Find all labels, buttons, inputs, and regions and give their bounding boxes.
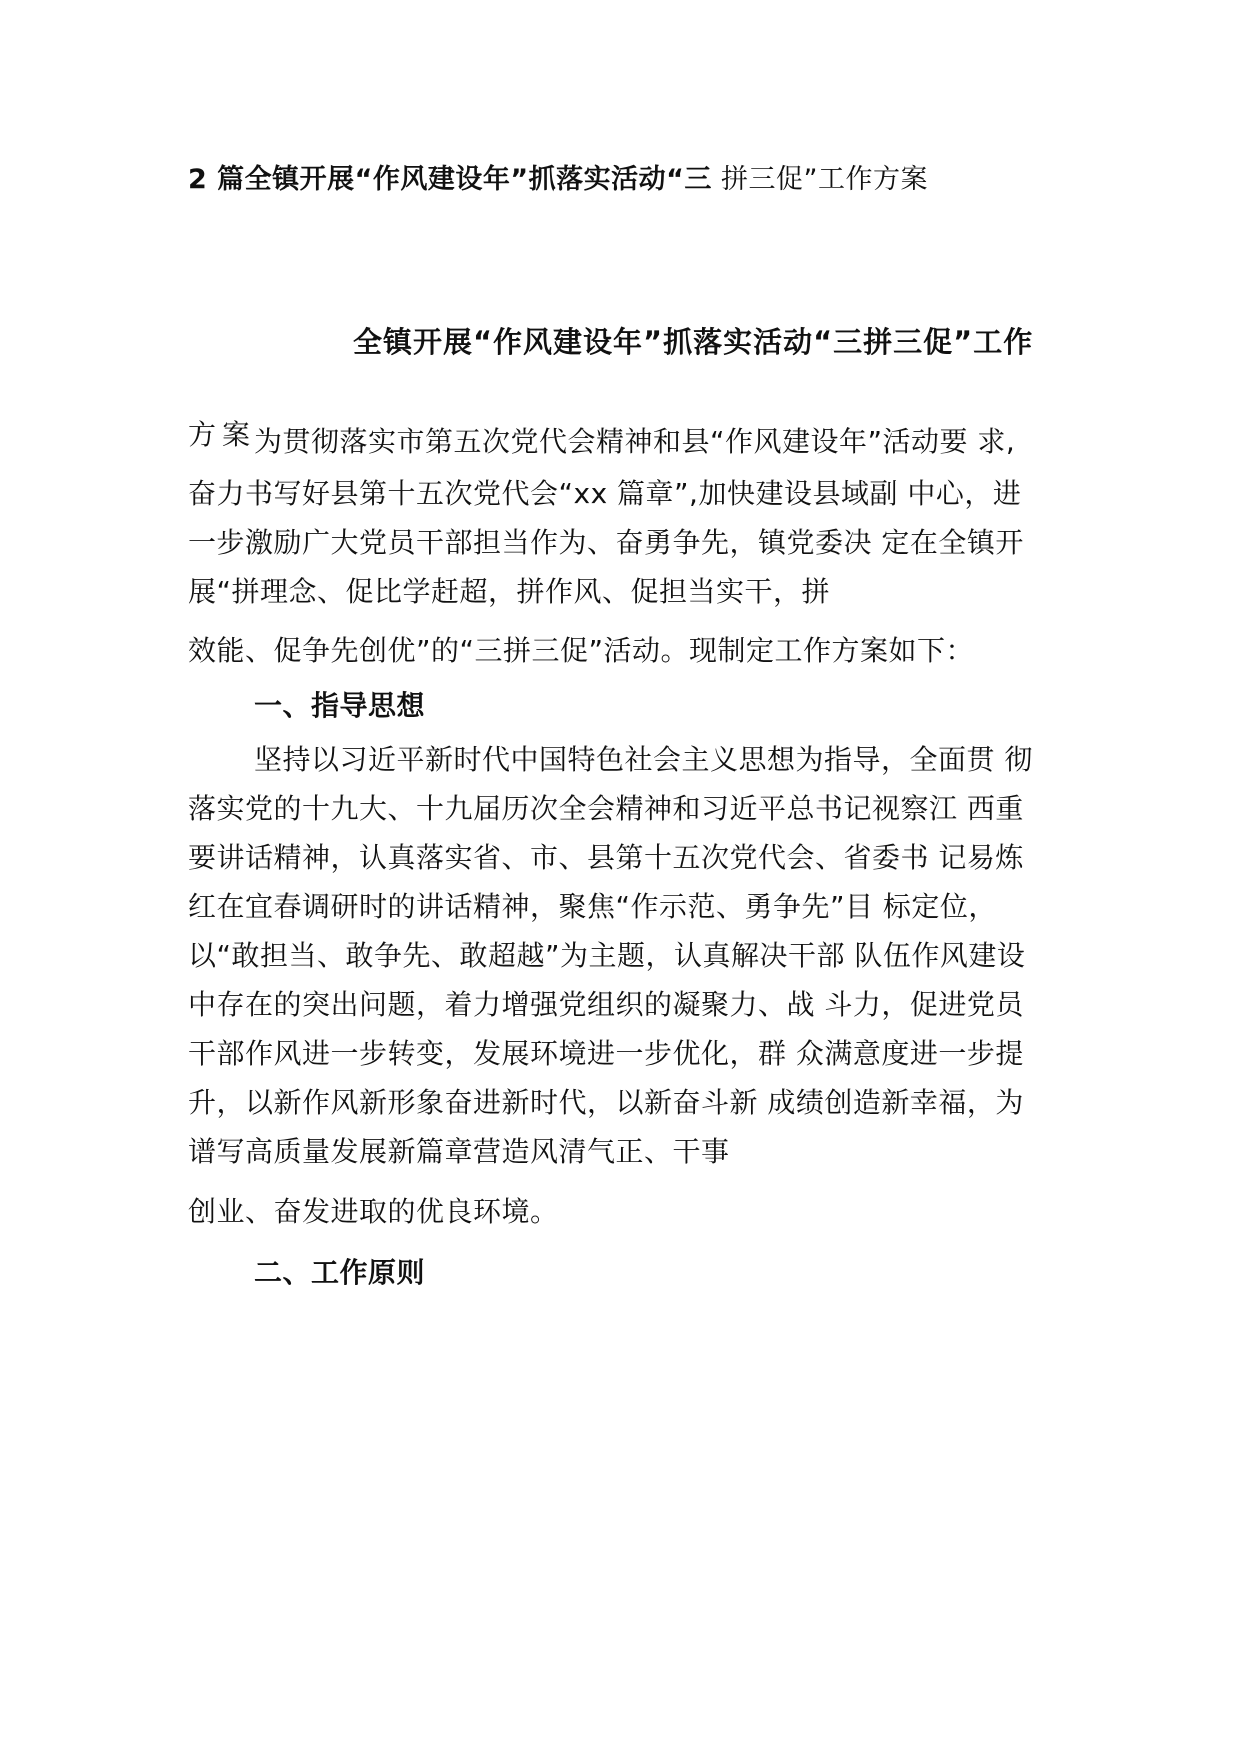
section1-paragraph-line: 红在宜春调研时的讲话精神，聚焦“作示范、勇争先”目 标定位，: [188, 890, 997, 923]
section1-paragraph-line: 中存在的突出问题，着力增强党组织的凝聚力、战 斗力，促进党员: [188, 988, 1024, 1021]
document-title: [188, 160, 928, 200]
section1-paragraph-line: 干部作风进一步转变，发展环境进一步优化，群 众满意度进一步提: [188, 1037, 1024, 1070]
section1-paragraph-line: 以“敢担当、敢争先、敢超越”为主题，认真解决干部 队伍作风建设: [188, 939, 1026, 972]
intro-paragraph-line: 奋力书写好县第十五次党代会“xx 篇章”,加快建设县域副 中心，进: [188, 477, 1022, 510]
document-title-bold: 2 篇全镇开展“作风建设年”抓落实活动“三: [188, 164, 712, 195]
intro-paragraph-line: 一步激励广大党员干部担当作为、奋勇争先，镇党委决 定在全镇开: [188, 526, 1024, 559]
section1-paragraph-line: 落实党的十九大、十九届历次全会精神和习近平总书记视察江 西重: [188, 792, 1024, 825]
section1-paragraph-line: 谱写高质量发展新篇章营造风清气正、干事: [188, 1135, 730, 1168]
section1-paragraph-line: 坚持以习近平新时代中国特色社会主义思想为指导，全面贯 彻: [254, 743, 1033, 776]
intro-paragraph-line: 效能、促争先创优”的“三拼三促”活动。现制定工作方案如下：: [188, 634, 975, 667]
main-title-line-1: 全镇开展“作风建设年”抓落实活动“三拼三促”工作: [353, 325, 1034, 359]
main-title-line-2: 方案: [188, 418, 257, 451]
section1-paragraph-line: 创业、奋发进取的优良环境。: [188, 1195, 559, 1228]
section1-paragraph-line: 要讲话精神，认真落实省、市、县第十五次党代会、省委书 记易炼: [188, 841, 1024, 874]
intro-paragraph-line: 为贯彻落实市第五次党代会精神和县“作风建设年”活动要 求,: [254, 425, 1016, 458]
document-title-normal: 拼三促”工作方案: [711, 164, 928, 195]
section-heading-guiding-thought: 一、指导思想: [254, 689, 426, 722]
intro-paragraph-line: 展“拼理念、促比学赶超，拼作风、促担当实干，拼: [188, 575, 831, 608]
section-heading-working-principles: 二、工作原则: [254, 1256, 426, 1289]
section1-paragraph-line: 升，以新作风新形象奋进新时代，以新奋斗新 成绩创造新幸福，为: [188, 1086, 1024, 1119]
